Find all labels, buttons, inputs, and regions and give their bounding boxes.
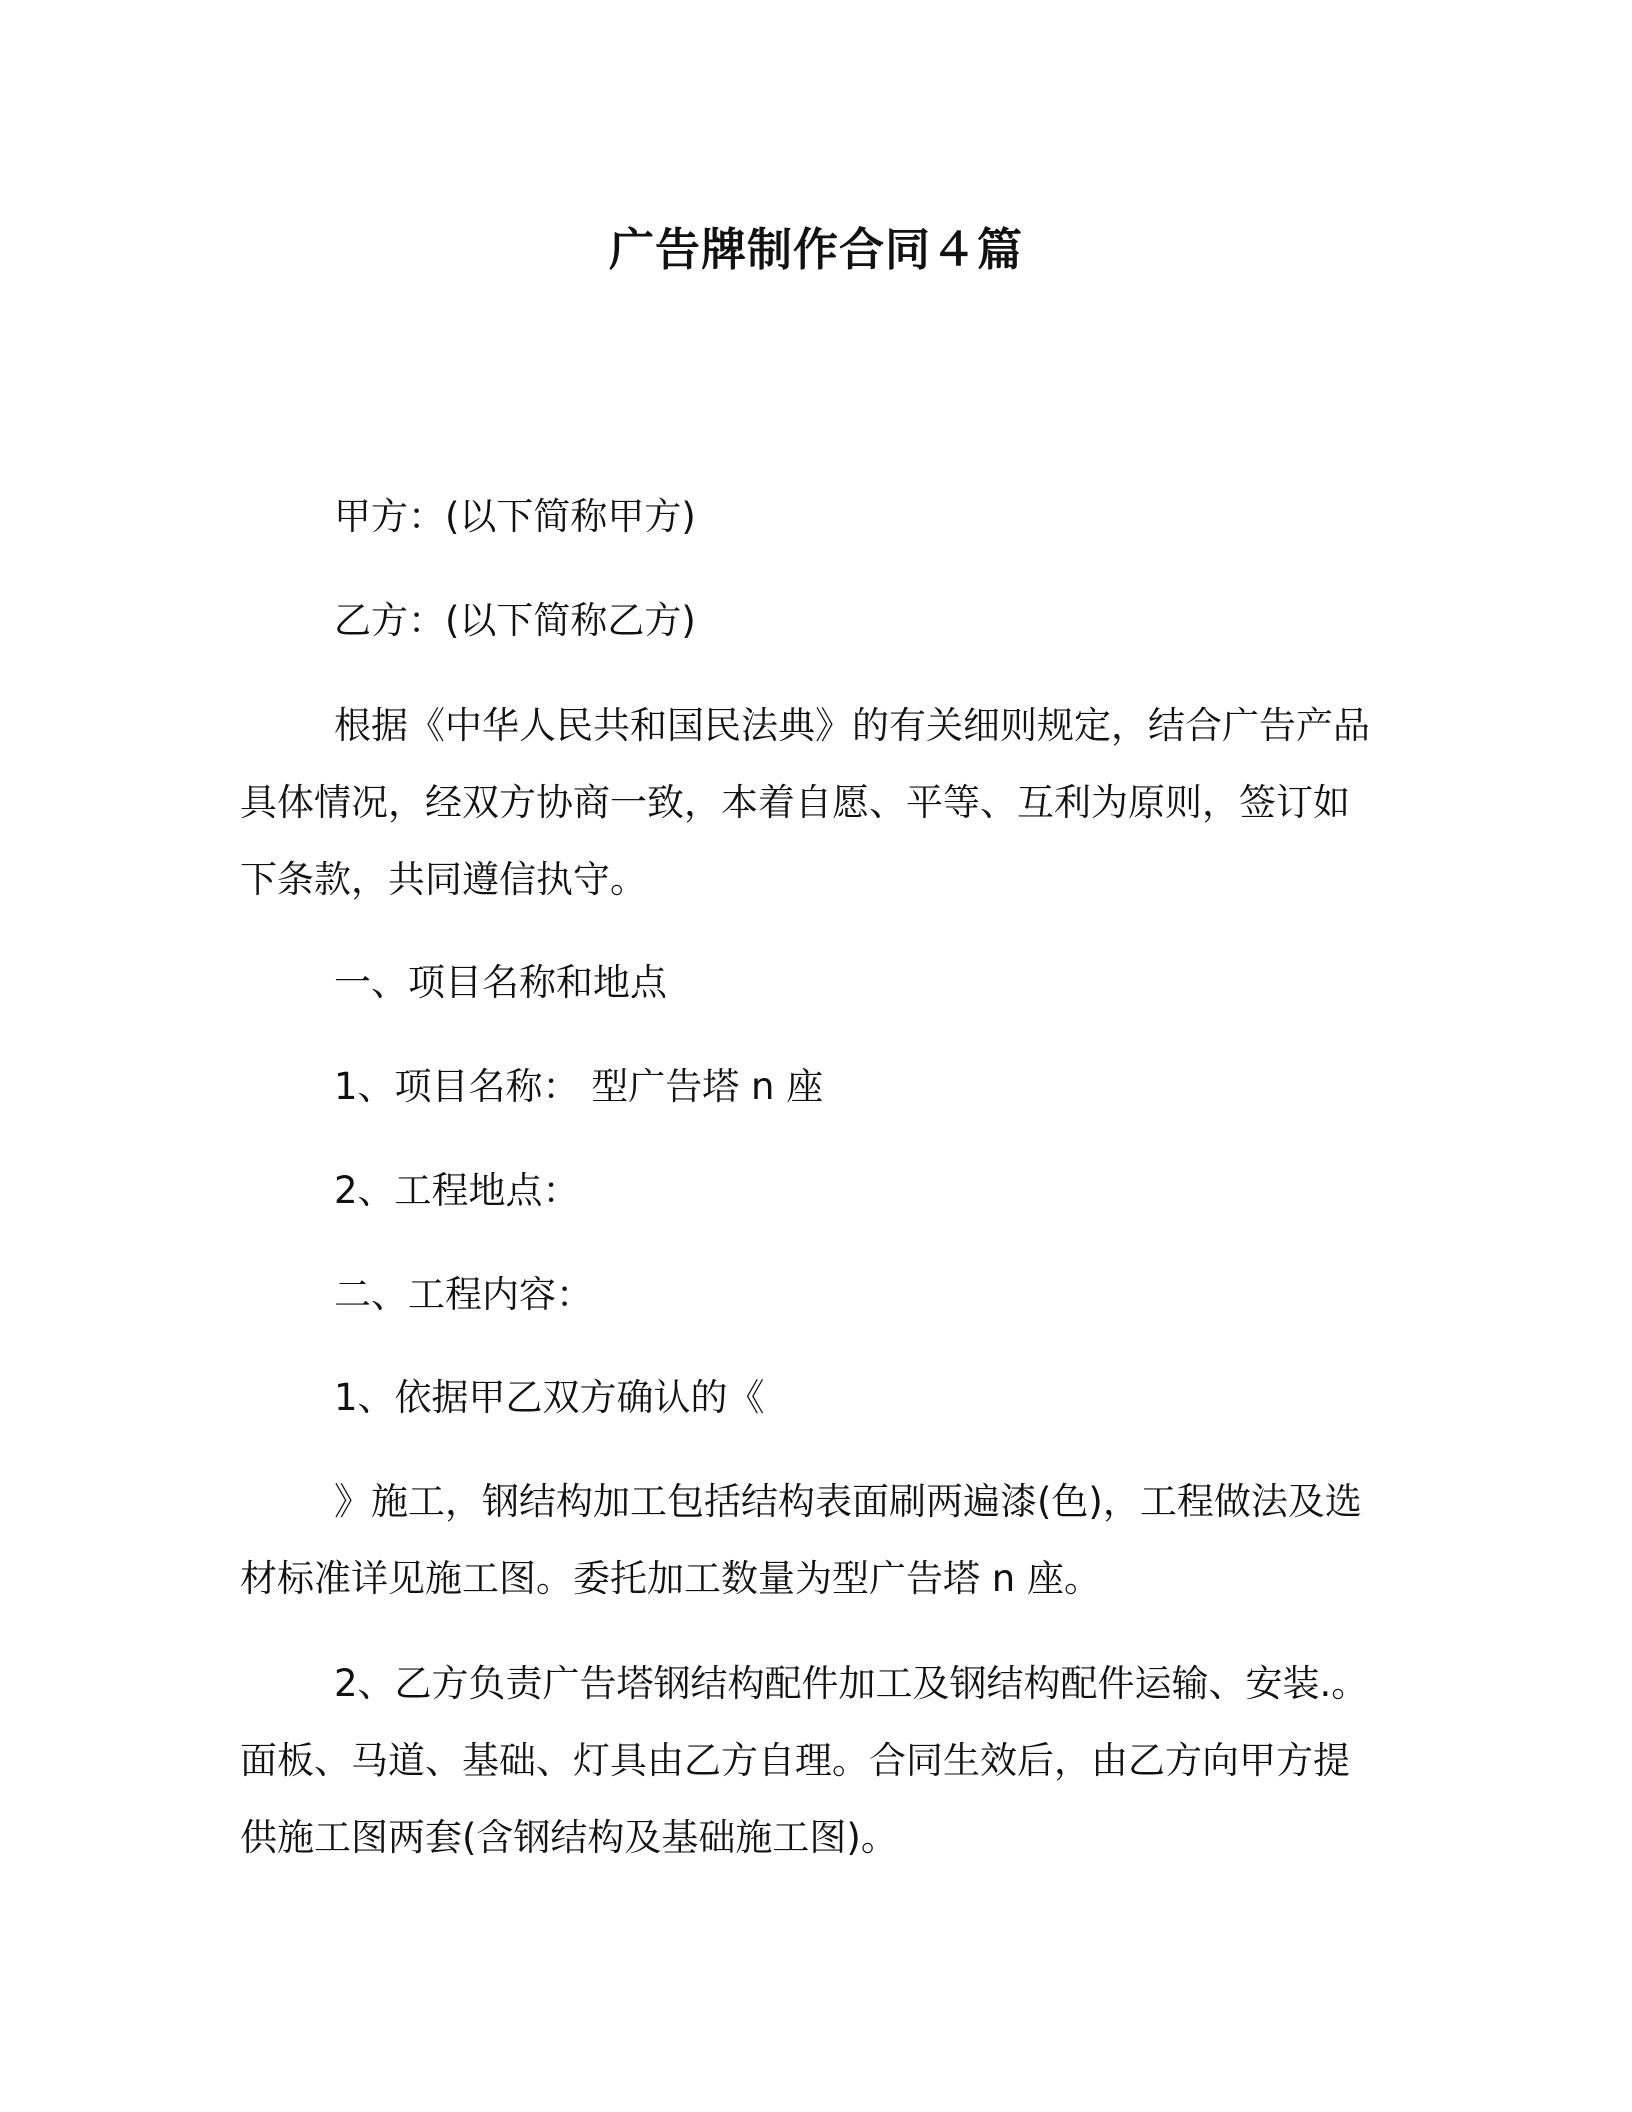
document-title: 广告牌制作合同４篇 [608, 223, 1023, 276]
section-2-item-1-line-2: 材标准详见施工图。委托加工数量为型广告塔 n 座。 [240, 1557, 1101, 1600]
party-a-line: 甲方：(以下简称甲方) [334, 495, 696, 538]
section-1-item-1: 1、项目名称： 型广告塔 n 座 [334, 1065, 824, 1108]
section-2-heading: 二、工程内容： [334, 1273, 593, 1316]
section-1-item-2: 2、工程地点： [334, 1169, 580, 1212]
section-2-item-2-line-1: 2、乙方负责广告塔钢结构配件加工及钢结构配件运输、安装.。 [334, 1662, 1369, 1705]
section-2-item-1-line-1: 》施工，钢结构加工包括结构表面刷两遍漆(色)，工程做法及选 [334, 1480, 1362, 1523]
section-2-item-2-line-2: 面板、马道、基础、灯具由乙方自理。合同生效后，由乙方向甲方提 [240, 1739, 1350, 1782]
preamble-line-3: 下条款，共同遵信执守。 [240, 858, 647, 901]
party-b-line: 乙方：(以下简称乙方) [334, 599, 696, 642]
section-2-item-2-line-3: 供施工图两套(含钢结构及基础施工图)。 [240, 1816, 898, 1859]
preamble-line-1: 根据《中华人民共和国民法典》的有关细则规定，结合广告产品 [334, 704, 1370, 747]
section-2-item-1-intro: 1、依据甲乙双方确认的《 [334, 1376, 765, 1419]
preamble-line-2: 具体情况，经双方协商一致，本着自愿、平等、互利为原则，签订如 [240, 781, 1350, 824]
section-1-heading: 一、项目名称和地点 [334, 961, 667, 1004]
